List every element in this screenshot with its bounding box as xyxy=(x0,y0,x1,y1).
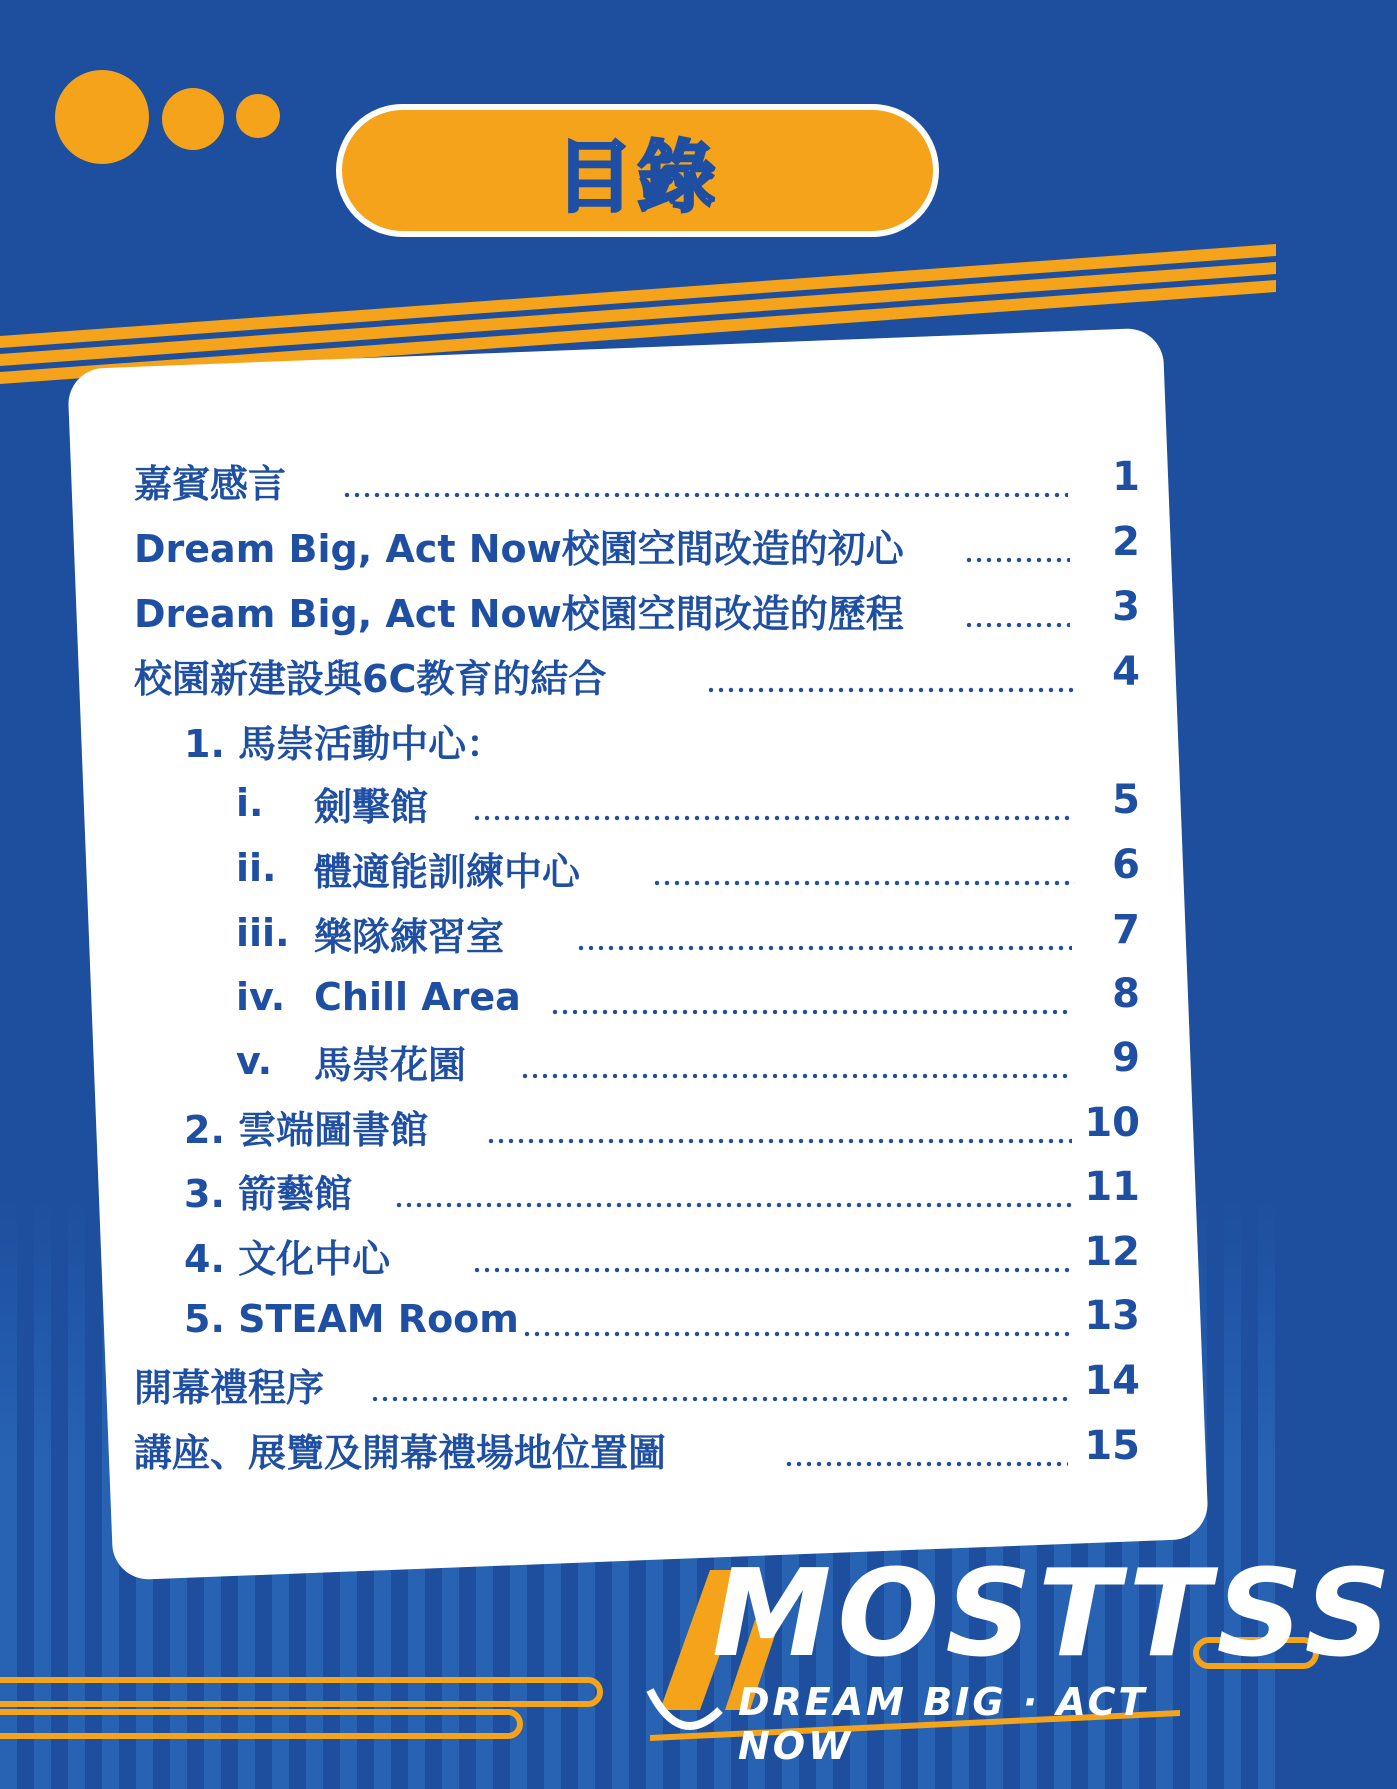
toc-entry-label: Dream Big, Act Now校園空間改造的初心 xyxy=(134,526,904,571)
toc-page-number: 5 xyxy=(1112,777,1140,823)
toc-page-number: 6 xyxy=(1112,842,1140,888)
toc-entry[interactable] xyxy=(184,1165,352,1215)
toc-page-number: 10 xyxy=(1084,1100,1140,1146)
toc-leader-dots xyxy=(964,557,1070,563)
toc-entry[interactable] xyxy=(184,1294,519,1344)
toc-page-number: 13 xyxy=(1084,1293,1140,1339)
toc-entry[interactable] xyxy=(236,972,521,1022)
toc-leader-dots xyxy=(472,1267,1072,1273)
toc-leader-dots xyxy=(342,492,1068,498)
toc-page-number: 11 xyxy=(1084,1164,1140,1210)
toc-entry[interactable] xyxy=(184,715,504,765)
toc-entry[interactable] xyxy=(134,520,904,570)
page-title: 目錄 xyxy=(555,132,720,223)
toc-leader-dots xyxy=(394,1202,1072,1208)
toc-entry-label: 馬崇花園 xyxy=(314,1042,467,1087)
toc-entry-label: 2. 雲端圖書館 xyxy=(184,1107,429,1152)
toc-leader-dots xyxy=(370,1396,1070,1402)
toc-entry-label: 3. 箭藝館 xyxy=(184,1171,353,1216)
toc-entry-label: 開幕禮程序 xyxy=(134,1365,325,1410)
toc-leader-dots xyxy=(784,1461,1068,1467)
toc-entry-numeral: iii. xyxy=(236,911,290,955)
toc-leader-dots xyxy=(576,945,1072,951)
toc-entry[interactable] xyxy=(134,650,606,700)
toc-entry-label: 講座、展覽及開幕禮場地位置圖 xyxy=(134,1430,667,1475)
toc-entry[interactable] xyxy=(236,778,428,828)
toc-leader-dots xyxy=(472,815,1070,821)
toc-entry[interactable] xyxy=(134,585,904,635)
toc-entry-numeral: ii. xyxy=(236,846,277,890)
toc-page-number: 8 xyxy=(1112,971,1140,1017)
toc-page-number: 1 xyxy=(1112,454,1140,500)
toc-entry-label: 4. 文化中心 xyxy=(184,1236,391,1281)
toc-entry[interactable] xyxy=(184,1230,390,1280)
toc-leader-dots xyxy=(486,1138,1072,1144)
toc-entry-label: 5. STEAM Room xyxy=(184,1297,519,1341)
toc-entry[interactable] xyxy=(134,455,286,505)
toc-leader-dots xyxy=(652,880,1075,886)
toc-entry-label: 體適能訓練中心 xyxy=(314,849,581,894)
toc-entry[interactable] xyxy=(184,1101,428,1151)
toc-entry-label: 校園新建設與6C教育的結合 xyxy=(134,656,607,701)
toc-entry-label: 1. 馬崇活動中心： xyxy=(184,721,505,766)
logo-tagline: DREAM BIG · ACT NOW xyxy=(738,1680,1148,1768)
toc-leader-dots xyxy=(964,622,1070,628)
toc-entry[interactable] xyxy=(134,1424,666,1474)
toc-entry-label: Dream Big, Act Now校園空間改造的歷程 xyxy=(134,591,904,636)
toc-page-number: 2 xyxy=(1112,519,1140,565)
toc-entry-label: 樂隊練習室 xyxy=(314,914,505,959)
toc-entry-numeral: iv. xyxy=(236,975,286,1019)
toc-page-number: 7 xyxy=(1112,907,1140,953)
toc-page-number: 9 xyxy=(1112,1035,1140,1081)
toc-page-number: 12 xyxy=(1084,1229,1140,1275)
toc-page-number: 14 xyxy=(1084,1358,1140,1404)
toc-leader-dots xyxy=(520,1073,1070,1079)
toc-entry-numeral: v. xyxy=(236,1039,273,1083)
toc-page-number: 15 xyxy=(1084,1423,1140,1469)
toc-leader-dots xyxy=(550,1009,1072,1015)
logo-wordmark: MOSTTSS xyxy=(712,1545,1397,1684)
toc-leader-dots xyxy=(706,687,1075,693)
toc-entry-label: 嘉賓感言 xyxy=(134,461,287,506)
toc-leader-dots xyxy=(522,1331,1072,1337)
toc-entry[interactable] xyxy=(236,843,580,893)
toc-page-number: 4 xyxy=(1112,649,1140,695)
toc-entry-label: 劍擊館 xyxy=(314,784,429,829)
toc-entry[interactable] xyxy=(236,1036,466,1086)
toc-entry-numeral: i. xyxy=(236,781,264,825)
toc-entry-label: Chill Area xyxy=(314,975,521,1019)
toc-page-number: 3 xyxy=(1112,584,1140,630)
toc-entry[interactable] xyxy=(236,908,504,958)
toc-entry[interactable] xyxy=(134,1359,324,1409)
